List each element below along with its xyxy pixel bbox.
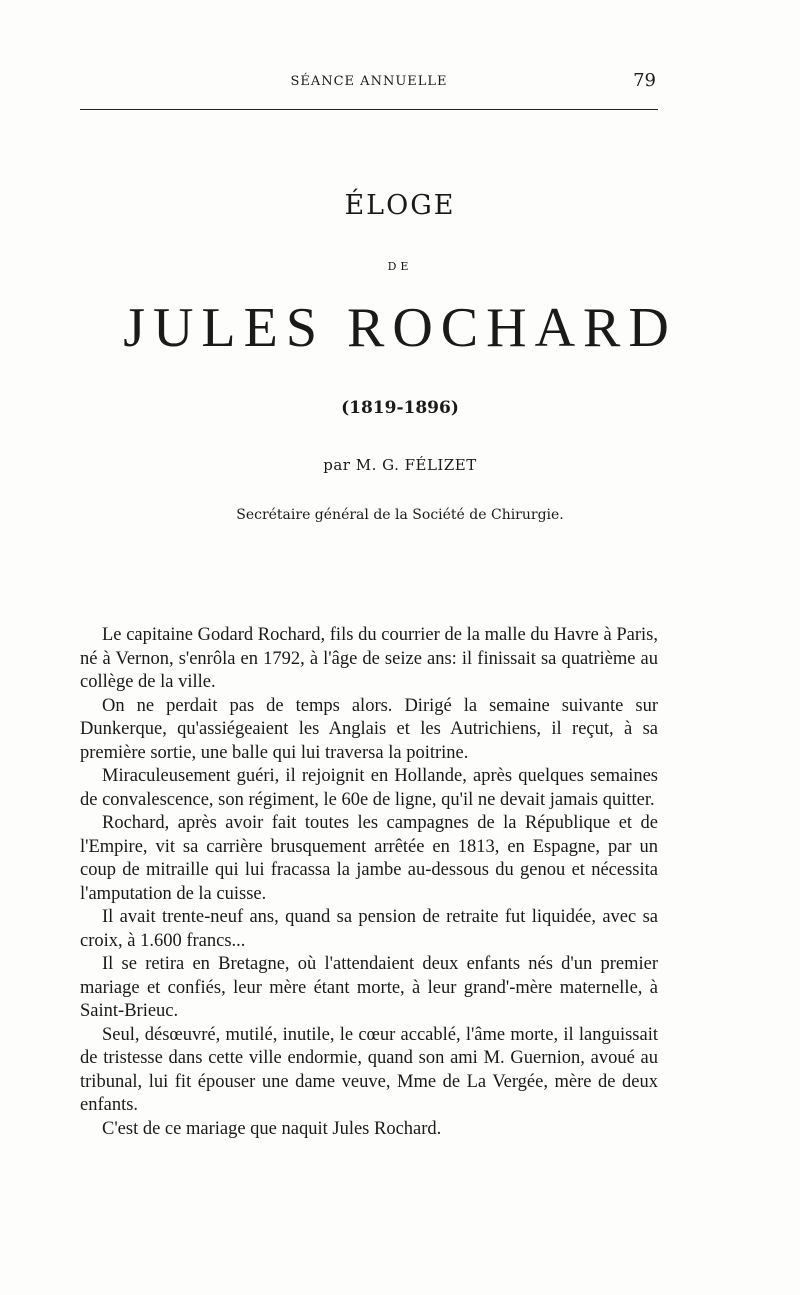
running-head bbox=[80, 66, 658, 96]
title-dates: (1819-1896) bbox=[341, 398, 459, 418]
running-title: SÉANCE ANNUELLE bbox=[290, 74, 448, 89]
paragraph: Miraculeusement guéri, il rejoignit en Hollande, après quelques semaines de convalescence, son régiment, le 60e de ligne, qu'il ne devait jamais quitter. bbox=[80, 766, 658, 810]
paragraph: Il se retira en Bretagne, où l'attendaient deux enfants nés d'un premier mariage et confiés, leur mère étant morte, à leur grand'-mère maternelle, à Saint-Brieuc. bbox=[80, 954, 658, 1021]
author-line: par M. G. FÉLIZET bbox=[323, 456, 477, 474]
author-role: Secrétaire général de la Société de Chirurgie. bbox=[236, 507, 564, 523]
body-text bbox=[80, 624, 658, 1141]
header-rule bbox=[80, 109, 658, 110]
page-number: 79 bbox=[633, 70, 656, 91]
title-name: JULES ROCHARD bbox=[123, 297, 677, 359]
paragraph: Rochard, après avoir fait toutes les campagnes de la République et de l'Empire, vit sa carrière brusquement arrêtée en 1813, en Espagne, par un coup de mitraille qui lui fracassa la jambe au-dessous du genou et nécessita l'amputation de la cuisse. bbox=[80, 813, 658, 904]
paragraph: Le capitaine Godard Rochard, fils du courrier de la malle du Havre à Paris, né à Vernon, s'enrôla en 1792, à l'âge de seize ans: il finissait sa quatrième au collège de la ville. bbox=[80, 625, 658, 692]
title-de: DE bbox=[387, 260, 413, 273]
paragraph: On ne perdait pas de temps alors. Dirigé la semaine suivante sur Dunkerque, qu'assiégeaient les Anglais et les Autrichiens, il reçut, à sa première sortie, une balle qui lui traversa la poitrine. bbox=[80, 695, 658, 763]
paragraph: Seul, désœuvré, mutilé, inutile, le cœur accablé, l'âme morte, il languissait de tristesse dans cette ville endormie, quand son ami M. Guernion, avoué au tribunal, lui fit épouser une dame veuve, Mme de La Vergée, mère de deux enfants. bbox=[80, 1024, 658, 1115]
title-eloge: ÉLOGE bbox=[344, 190, 456, 221]
paragraph: C'est de ce mariage que naquit Jules Rochard. bbox=[102, 1118, 442, 1139]
paragraph: Il avait trente-neuf ans, quand sa pension de retraite fut liquidée, avec sa croix, à 1.600 francs... bbox=[80, 907, 658, 951]
